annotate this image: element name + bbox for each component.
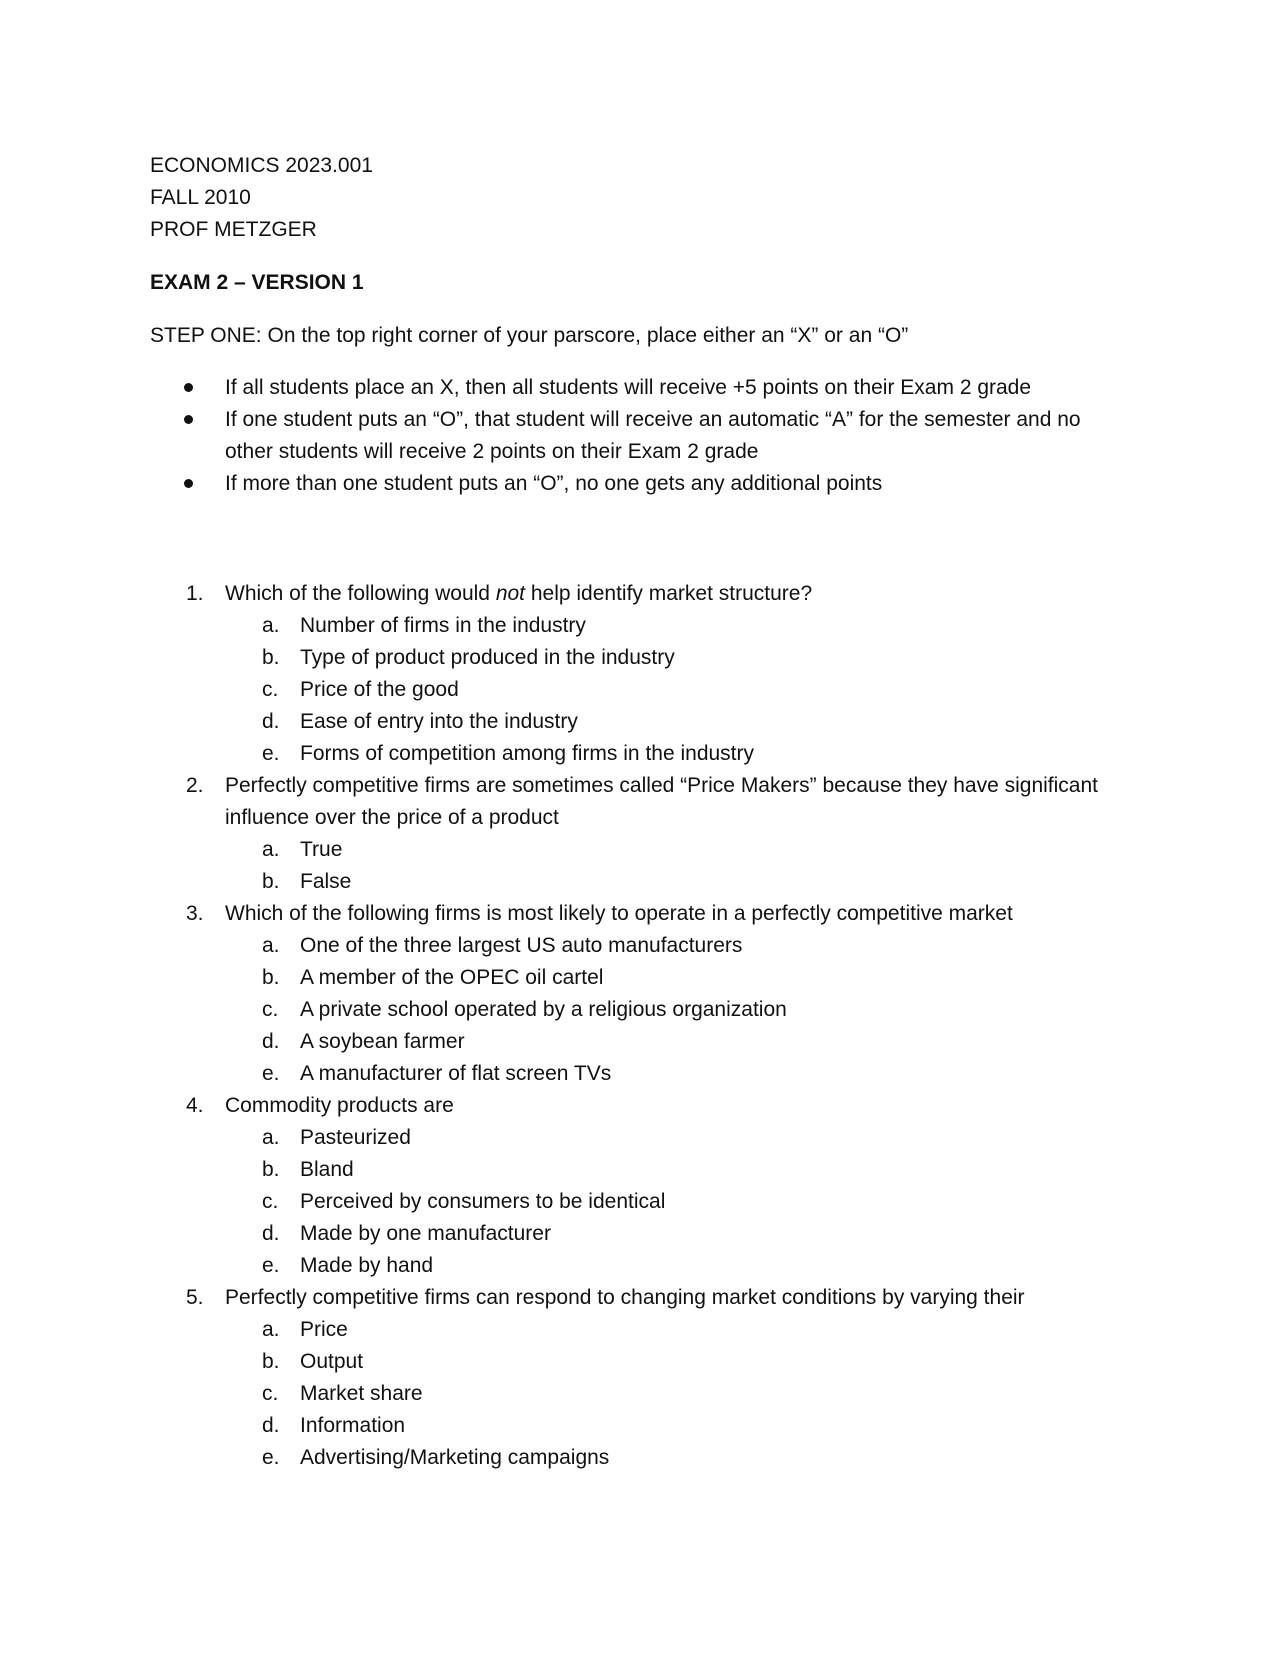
step-one-instruction: STEP ONE: On the top right corner of your parscore, place either an “X” or an “O” (150, 324, 909, 347)
question-text: Commodity products are (225, 1094, 454, 1117)
option-letter: e. (262, 1254, 280, 1277)
option-letter: b. (262, 646, 280, 669)
question-number: 3. (186, 902, 204, 925)
option-text: Forms of competition among firms in the industry (300, 742, 755, 765)
option-text: Made by one manufacturer (300, 1222, 551, 1245)
option-letter: c. (262, 998, 279, 1021)
option-text: Number of firms in the industry (300, 614, 586, 637)
course-code: ECONOMICS 2023.001 (150, 154, 373, 177)
option-text: Bland (300, 1158, 354, 1181)
option-letter: d. (262, 1030, 280, 1053)
option-letter: a. (262, 934, 280, 957)
bullet-text-2-cont: other students will receive 2 points on their Exam 2 grade (225, 440, 759, 463)
question-text-start: Which of the following would (225, 582, 496, 605)
exam-title: EXAM 2 – VERSION 1 (150, 271, 364, 294)
option-letter: e. (262, 1062, 280, 1085)
option-letter: a. (262, 614, 280, 637)
option-letter: a. (262, 1318, 280, 1341)
option-text: Made by hand (300, 1254, 434, 1277)
option-letter: b. (262, 966, 280, 989)
option-text: Perceived by consumers to be identical (300, 1190, 666, 1213)
question-text (225, 578, 812, 610)
option-letter: b. (262, 1158, 280, 1181)
question-text-end: help identify market structure? (525, 582, 813, 605)
option-text: A member of the OPEC oil cartel (300, 966, 604, 989)
question-number: 2. (186, 774, 204, 797)
option-text: A soybean farmer (300, 1030, 465, 1053)
option-text: True (300, 838, 343, 861)
question-number: 5. (186, 1286, 204, 1309)
option-letter: a. (262, 1126, 280, 1149)
option-letter: d. (262, 1222, 280, 1245)
option-text: Pasteurized (300, 1126, 411, 1149)
option-letter: d. (262, 710, 280, 733)
option-letter: e. (262, 1446, 280, 1469)
bullet-dot-2 (184, 415, 193, 424)
option-text: Price of the good (300, 678, 459, 701)
question-number: 1. (186, 582, 204, 605)
option-text: A manufacturer of flat screen TVs (300, 1062, 612, 1085)
question-number: 4. (186, 1094, 204, 1117)
bullet-text-1: If all students place an X, then all students will receive +5 points on their Exam 2 grade (225, 376, 1032, 399)
question-text-emphasis: not (495, 582, 526, 605)
option-text: Ease of entry into the industry (300, 710, 578, 733)
option-text: Advertising/Marketing campaigns (300, 1446, 610, 1469)
question-text-cont: influence over the price of a product (225, 806, 559, 829)
bullet-dot-1 (184, 383, 193, 392)
question-text: Perfectly competitive firms are sometimes called “Price Makers” because they have significant (225, 774, 1098, 797)
option-letter: c. (262, 1190, 279, 1213)
bullet-text-2: If one student puts an “O”, that student will receive an automatic “A” for the semester and no (225, 408, 1081, 431)
option-text: One of the three largest US auto manufacturers (300, 934, 743, 957)
option-text: Market share (300, 1382, 423, 1405)
option-letter: a. (262, 838, 280, 861)
option-letter: b. (262, 870, 280, 893)
option-text: A private school operated by a religious organization (300, 998, 787, 1021)
question-text: Which of the following firms is most likely to operate in a perfectly competitive market (225, 902, 1013, 925)
bullet-dot-3 (184, 479, 193, 488)
option-letter: c. (262, 678, 279, 701)
option-text: Information (300, 1414, 406, 1437)
option-letter: e. (262, 742, 280, 765)
option-text: Type of product produced in the industry (300, 646, 675, 669)
option-letter: d. (262, 1414, 280, 1437)
option-text: False (300, 870, 352, 893)
term: FALL 2010 (150, 186, 251, 209)
professor: PROF METZGER (150, 218, 317, 241)
option-text: Output (300, 1350, 364, 1373)
question-text: Perfectly competitive firms can respond to changing market conditions by varying their (225, 1286, 1025, 1309)
option-letter: c. (262, 1382, 279, 1405)
option-letter: b. (262, 1350, 280, 1373)
bullet-text-3: If more than one student puts an “O”, no one gets any additional points (225, 472, 883, 495)
option-text: Price (300, 1318, 348, 1341)
